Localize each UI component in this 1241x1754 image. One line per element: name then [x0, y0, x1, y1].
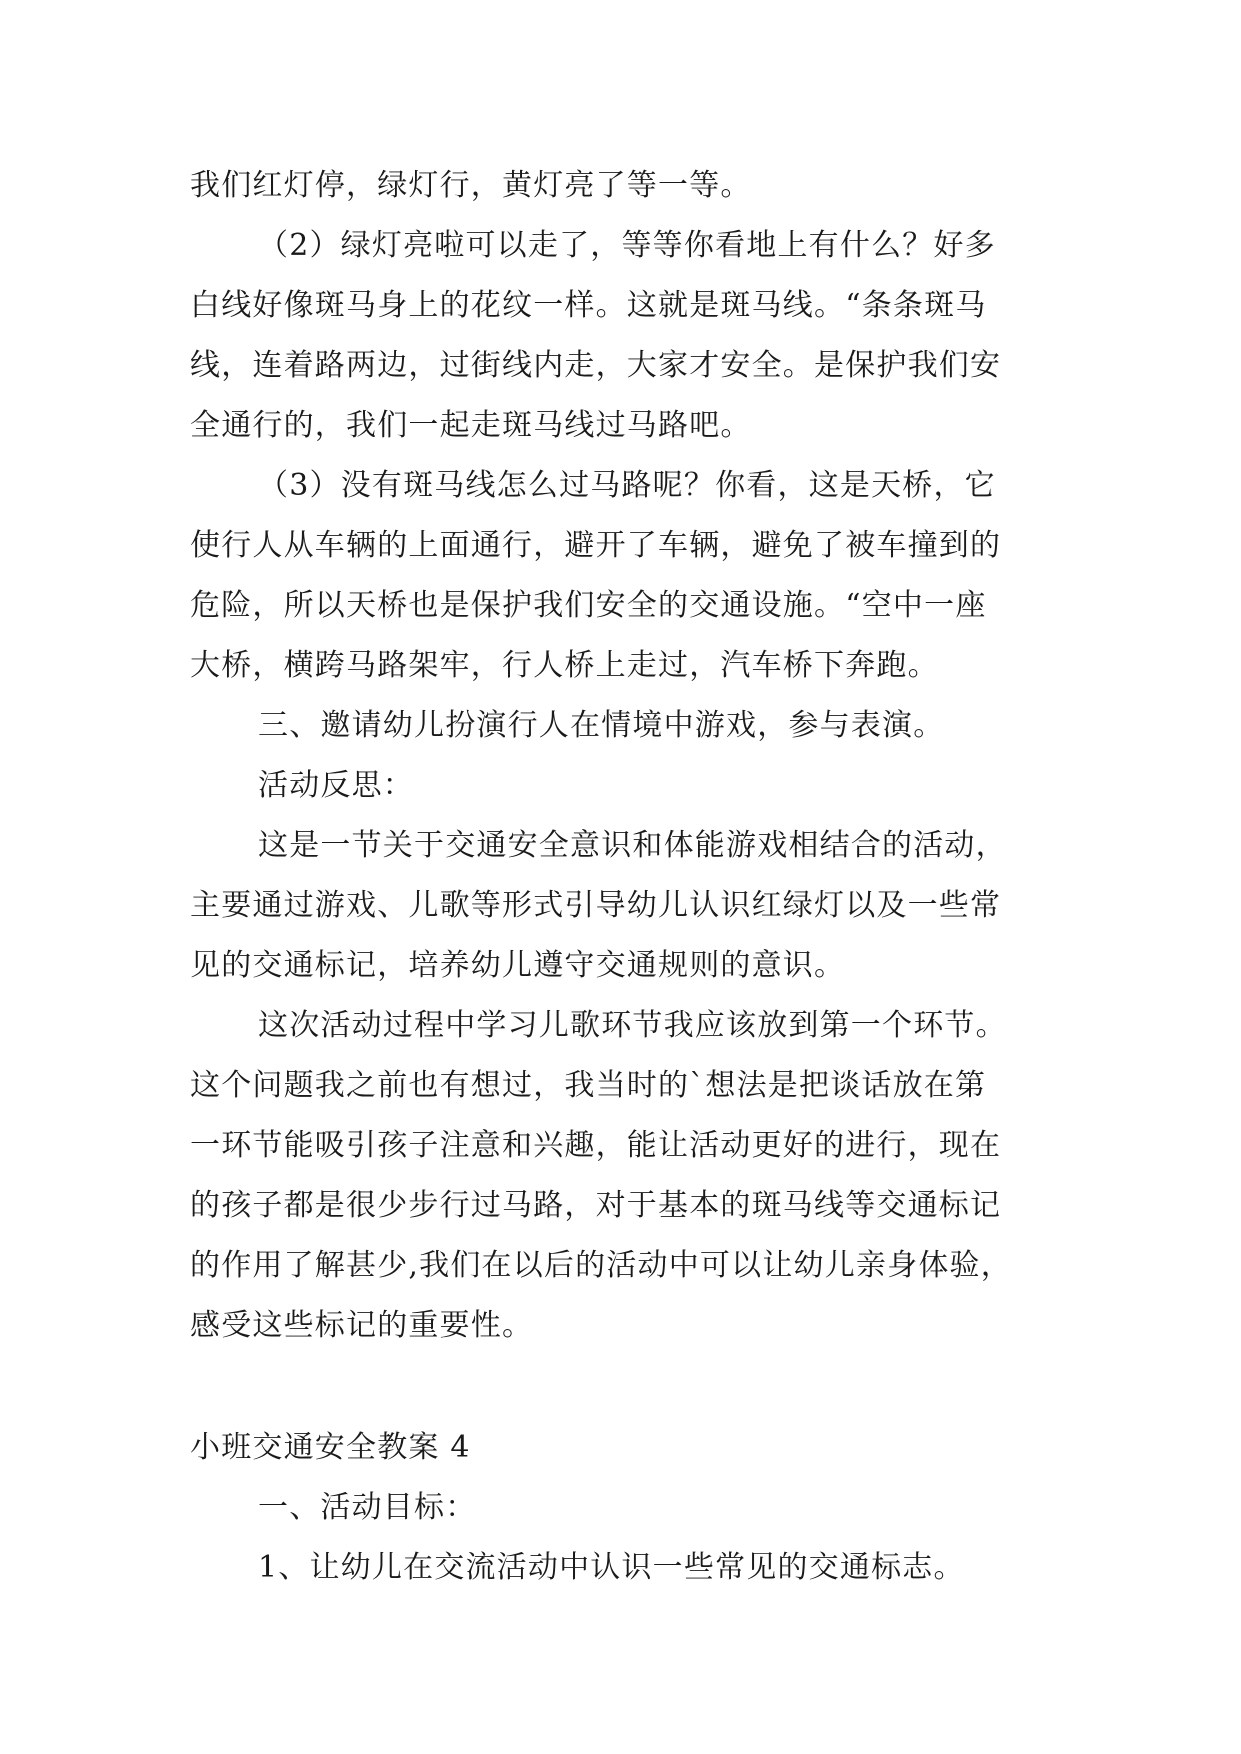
text-line: 这次活动过程中学习儿歌环节我应该放到第一个环节。	[258, 1008, 1007, 1043]
text-line: 1、让幼儿在交流活动中认识一些常见的交通标志。	[258, 1550, 965, 1585]
text-line: 这个问题我之前也有想过，我当时的`想法是把谈话放在第	[190, 1068, 987, 1103]
text-line: 主要通过游戏、儿歌等形式引导幼儿认识红绿灯以及一些常	[190, 888, 1002, 923]
text-line: 大桥，横跨马路架牢，行人桥上走过，汽车桥下奔跑。	[190, 648, 939, 683]
text-line: 三、邀请幼儿扮演行人在情境中游戏，参与表演。	[258, 708, 945, 743]
text-line: 这是一节关于交通安全意识和体能游戏相结合的活动，	[258, 828, 1007, 863]
text-line: （2）绿灯亮啦可以走了，等等你看地上有什么？好多	[258, 228, 996, 263]
section-title: 小班交通安全教案 4	[190, 1430, 471, 1465]
text-line: 的孩子都是很少步行过马路，对于基本的斑马线等交通标记	[190, 1188, 1002, 1223]
text-line: 危险，所以天桥也是保护我们安全的交通设施。“空中一座	[190, 588, 987, 623]
text-line: 活动反思：	[258, 768, 414, 803]
text-line: 全通行的，我们一起走斑马线过马路吧。	[190, 408, 752, 443]
text-line: 的作用了解甚少,我们在以后的活动中可以让幼儿亲身体验，	[190, 1248, 1012, 1283]
text-line: 感受这些标记的重要性。	[190, 1308, 534, 1343]
text-line: 我们红灯停，绿灯行，黄灯亮了等一等。	[190, 168, 752, 203]
text-line: 线，连着路两边，过街线内走，大家才安全。是保护我们安	[190, 348, 1002, 383]
text-line: （3）没有斑马线怎么过马路呢？你看，这是天桥，它	[258, 468, 996, 503]
text-line: 使行人从车辆的上面通行，避开了车辆，避免了被车撞到的	[190, 528, 1002, 563]
text-line: 一环节能吸引孩子注意和兴趣，能让活动更好的进行，现在	[190, 1128, 1002, 1163]
text-line: 白线好像斑马身上的花纹一样。这就是斑马线。“条条斑马	[190, 288, 987, 323]
text-line: 见的交通标记，培养幼儿遵守交通规则的意识。	[190, 948, 846, 983]
text-line: 一、活动目标：	[258, 1490, 477, 1525]
